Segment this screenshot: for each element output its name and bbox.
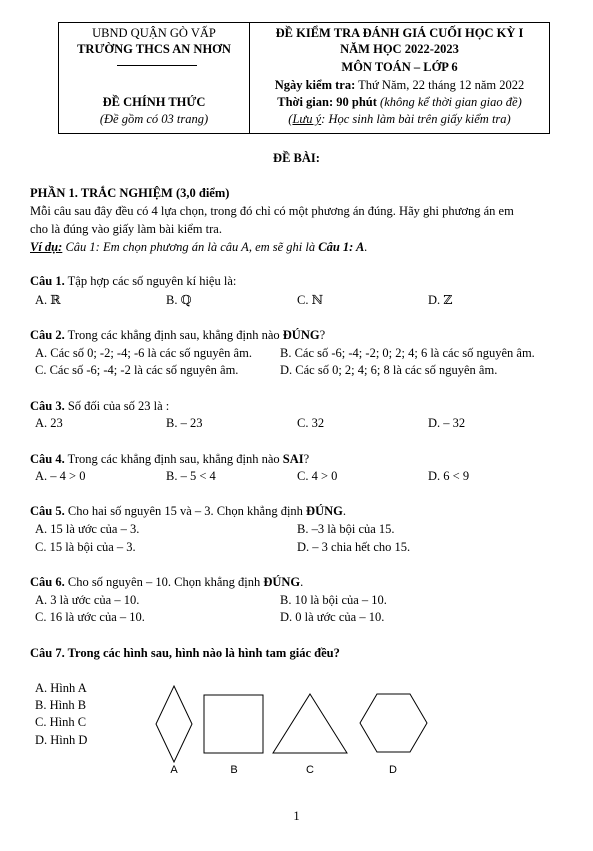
q2-option-b[interactable]: B. Các số -6; -4; -2; 0; 2; 4; 6 là các số nguyên âm. xyxy=(280,346,535,360)
exam-title: ĐỀ KIỂM TRA ĐÁNH GIÁ CUỐI HỌC KỲ I xyxy=(275,26,524,40)
section-heading: ĐỀ BÀI: xyxy=(273,151,320,165)
q3-option-b[interactable]: B. – 23 xyxy=(166,416,203,430)
school-underline xyxy=(117,65,197,66)
q5-option-b[interactable]: B. –3 là bội của 15. xyxy=(297,522,395,536)
school-name: TRƯỜNG THCS AN NHƠN xyxy=(77,42,231,56)
q6-option-d[interactable]: D. 0 là ước của – 10. xyxy=(280,610,385,624)
question-2: Câu 2. Trong các khẳng định sau, khẳng định nào ĐÚNG? xyxy=(30,328,326,342)
q6-option-b[interactable]: B. 10 là bội của – 10. xyxy=(280,593,387,607)
question-7: Câu 7. Trong các hình sau, hình nào là hình tam giác đều? xyxy=(30,646,340,660)
q1-option-b[interactable]: B. ℚ xyxy=(166,293,192,307)
q7-option-a[interactable]: A. Hình A xyxy=(35,681,87,695)
question-6: Câu 6. Cho số nguyên – 10. Chọn khẳng định ĐÚNG. xyxy=(30,575,304,589)
q4-option-d[interactable]: D. 6 < 9 xyxy=(428,469,470,483)
question-1: Câu 1. Tập hợp các số nguyên kí hiệu là: xyxy=(30,274,237,288)
page-count: (Đề gồm có 03 trang) xyxy=(99,112,209,126)
square-shape xyxy=(204,695,263,753)
page-number: 1 xyxy=(293,809,300,823)
q2-option-a[interactable]: A. Các số 0; -2; -4; -6 là các số nguyên âm. xyxy=(35,346,252,360)
figure-label-c: C xyxy=(306,764,314,776)
rhombus-shape xyxy=(156,686,192,762)
subject: MÔN TOÁN – LỚP 6 xyxy=(341,60,458,74)
q6-option-a[interactable]: A. 3 là ước của – 10. xyxy=(35,593,140,607)
q3-option-a[interactable]: A. 23 xyxy=(35,416,63,430)
exam-date: Ngày kiểm tra: Thứ Năm, 22 tháng 12 năm 2022 xyxy=(274,78,525,92)
department-name: UBND QUẬN GÒ VẤP xyxy=(92,26,216,40)
shapes-figure xyxy=(150,680,440,780)
q3-option-c[interactable]: C. 32 xyxy=(297,416,325,430)
q7-option-d[interactable]: D. Hình D xyxy=(35,733,88,747)
q5-option-d[interactable]: D. – 3 chia hết cho 15. xyxy=(297,540,411,554)
q4-option-a[interactable]: A. – 4 > 0 xyxy=(35,469,86,483)
hexagon-shape xyxy=(360,694,427,752)
q5-option-c[interactable]: C. 15 là bội của – 3. xyxy=(35,540,136,554)
part1-example: Ví dụ: Câu 1: Em chọn phương án là câu A, em sẽ ghi là Câu 1: A. xyxy=(30,240,368,254)
q1-option-a[interactable]: A. ℝ xyxy=(35,293,61,307)
q1-option-c[interactable]: C. ℕ xyxy=(297,293,324,307)
q7-option-c[interactable]: C. Hình C xyxy=(35,715,87,729)
q7-option-b[interactable]: B. Hình B xyxy=(35,698,87,712)
equilateral-triangle-shape xyxy=(273,694,347,753)
header-box xyxy=(58,22,550,134)
q6-option-c[interactable]: C. 16 là ước của – 10. xyxy=(35,610,145,624)
exam-time: Thời gian: 90 phút (không kể thời gian giao đề) xyxy=(277,95,522,109)
q2-option-d[interactable]: D. Các số 0; 2; 4; 6; 8 là các số nguyên âm. xyxy=(280,363,498,377)
official-label: ĐỀ CHÍNH THỨC xyxy=(102,95,206,109)
q3-option-d[interactable]: D. – 32 xyxy=(428,416,466,430)
part1-title: PHẦN 1. TRẮC NGHIỆM (3,0 điểm) xyxy=(30,186,230,200)
exam-note: (Lưu ý: Học sinh làm bài trên giấy kiểm tra) xyxy=(288,112,511,126)
q4-option-c[interactable]: C. 4 > 0 xyxy=(297,469,338,483)
question-5: Câu 5. Cho hai số nguyên 15 và – 3. Chọn khẳng định ĐÚNG. xyxy=(30,504,346,518)
part1-instruction-cont: cho là đúng vào giấy làm bài kiểm tra. xyxy=(30,222,222,236)
q5-option-a[interactable]: A. 15 là ước của – 3. xyxy=(35,522,140,536)
part1-instruction: Mỗi câu sau đây đều có 4 lựa chọn, trong đó chỉ có một phương án đúng. Hãy ghi phương án em xyxy=(30,204,514,218)
figure-label-b: B xyxy=(230,764,238,776)
school-year: NĂM HỌC 2022-2023 xyxy=(340,42,459,56)
question-3: Câu 3. Số đối của số 23 là : xyxy=(30,399,170,413)
figure-label-d: D xyxy=(389,764,397,776)
q1-option-d[interactable]: D. ℤ xyxy=(428,293,453,307)
question-4: Câu 4. Trong các khẳng định sau, khẳng định nào SAI? xyxy=(30,452,310,466)
q4-option-b[interactable]: B. – 5 < 4 xyxy=(166,469,216,483)
figure-label-a: A xyxy=(170,764,178,776)
q2-option-c[interactable]: C. Các số -6; -4; -2 là các số nguyên âm. xyxy=(35,363,239,377)
